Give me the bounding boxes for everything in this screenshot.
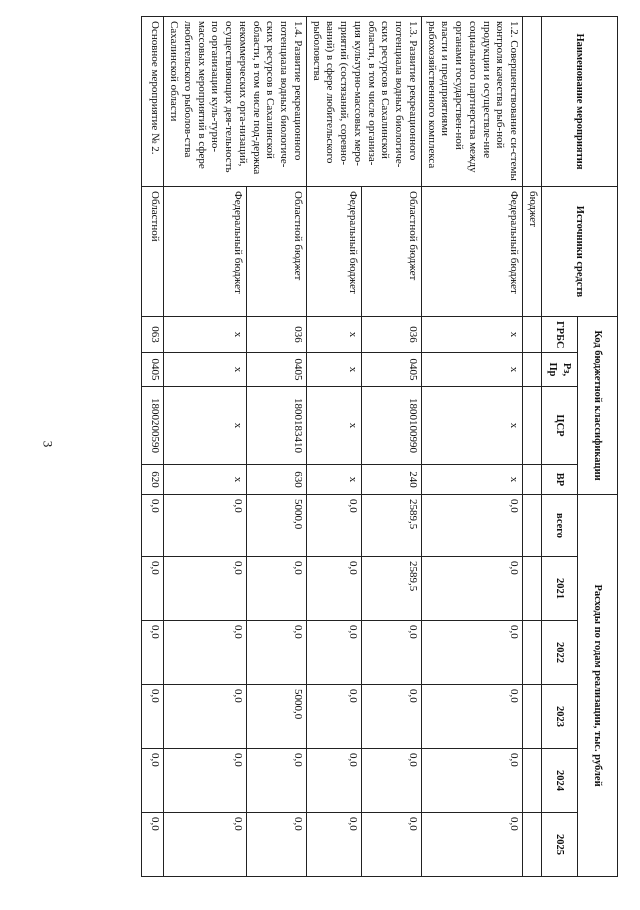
cell-2024: 0,0 (247, 749, 307, 813)
cell-rz: 0405 (362, 353, 422, 387)
cell-csr: 1800200590 (142, 387, 164, 465)
table-row (142, 17, 164, 877)
cell-2023: 0,0 (142, 685, 164, 749)
cell-vr: х (422, 465, 523, 495)
cell-2025: 0,0 (307, 813, 362, 877)
table-row (247, 17, 307, 877)
cell-vr: 240 (362, 465, 422, 495)
cell-rz: 0405 (247, 353, 307, 387)
cell-csr: х (307, 387, 362, 465)
header-2024: 2024 (542, 749, 578, 813)
cell-grbs (523, 317, 542, 353)
cell-total: 0,0 (307, 495, 362, 557)
cell-source: Федеральный бюджет (307, 187, 362, 317)
cell-2022: 0,0 (142, 621, 164, 685)
header-expenses: Расходы по годам реализации, тыс. рублей (578, 495, 618, 877)
cell-total (523, 495, 542, 557)
cell-2024: 0,0 (164, 749, 247, 813)
cell-csr: 1800183410 (247, 387, 307, 465)
cell-grbs: х (164, 317, 247, 353)
header-rz: Рз, Пр (542, 353, 578, 387)
cell-total: 0,0 (164, 495, 247, 557)
cell-2023 (523, 685, 542, 749)
header-2022: 2022 (542, 621, 578, 685)
cell-vr: 620 (142, 465, 164, 495)
cell-2023: 5000,0 (247, 685, 307, 749)
cell-2025: 0,0 (362, 813, 422, 877)
cell-2022: 0,0 (247, 621, 307, 685)
header-name: Наименование мероприятия (542, 17, 618, 187)
table-row (362, 17, 422, 877)
cell-source: Федеральный бюджет (422, 187, 523, 317)
budget-table (142, 16, 619, 877)
header-2025: 2025 (542, 813, 578, 877)
cell-2023: 0,0 (362, 685, 422, 749)
cell-2022: 0,0 (164, 621, 247, 685)
cell-vr: х (164, 465, 247, 495)
cell-name: Основное мероприятие № 2. (142, 17, 164, 187)
cell-name: 1.2. Совершенствование си-стемы контроля качества рыб-ной продукции и осуществле-ние социального партнерства между органами государствен-ной власти и предприятиями рыбохозяйственного комплекса (422, 17, 523, 187)
cell-source: Областной бюджет (362, 187, 422, 317)
cell-name: 1.4. Развитие рекреационного потенциала водных биологиче-ских ресурсов в Сахалинской области, в том числе под-держка некоммерческих орга-низаций, осуществляющих дея-тельность по организации куль-турно-массовых мероприятий в сфере любительского рыболов-ства Сахалинской области (164, 17, 307, 187)
cell-vr: 630 (247, 465, 307, 495)
cell-2022: 0,0 (422, 621, 523, 685)
header-total: всего (542, 495, 578, 557)
cell-2025: 0,0 (247, 813, 307, 877)
header-grbs: ГРБС (542, 317, 578, 353)
header-vr: ВР (542, 465, 578, 495)
cell-total: 5000,0 (247, 495, 307, 557)
cell-2022: 0,0 (362, 621, 422, 685)
cell-grbs: 036 (247, 317, 307, 353)
cell-rz: 0405 (142, 353, 164, 387)
cell-rz: х (164, 353, 247, 387)
cell-2024: 0,0 (362, 749, 422, 813)
cell-total: 0,0 (142, 495, 164, 557)
table-row (523, 17, 542, 877)
cell-csr: х (422, 387, 523, 465)
cell-2023: 0,0 (422, 685, 523, 749)
cell-csr: 1800100990 (362, 387, 422, 465)
cell-2024: 0,0 (422, 749, 523, 813)
cell-source: Областной (142, 187, 164, 317)
cell-2023: 0,0 (164, 685, 247, 749)
cell-source: Федеральный бюджет (164, 187, 247, 317)
header-2021: 2021 (542, 557, 578, 621)
header-2023: 2023 (542, 685, 578, 749)
table-row (422, 17, 523, 877)
page-number: 3 (40, 440, 56, 448)
header-csr: ЦСР (542, 387, 578, 465)
cell-2024 (523, 749, 542, 813)
header-sources: Источники средств (542, 187, 618, 317)
cell-2021 (523, 557, 542, 621)
cell-2021: 0,0 (164, 557, 247, 621)
cell-vr (523, 465, 542, 495)
cell-rz (523, 353, 542, 387)
cell-grbs: 063 (142, 317, 164, 353)
cell-rz: х (422, 353, 523, 387)
cell-2025: 0,0 (164, 813, 247, 877)
cell-2022 (523, 621, 542, 685)
cell-2025: 0,0 (422, 813, 523, 877)
cell-2023: 0,0 (307, 685, 362, 749)
cell-2021: 0,0 (422, 557, 523, 621)
rotated-table-wrapper (149, 16, 618, 876)
cell-source: бюджет (523, 187, 542, 317)
cell-total: 0,0 (422, 495, 523, 557)
cell-2024: 0,0 (307, 749, 362, 813)
cell-2025 (523, 813, 542, 877)
cell-source: Областной бюджет (247, 187, 307, 317)
cell-name: 1.3. Развитие рекреационного потенциала водных биологиче-ских ресурсов в Сахалинской области, в том числе организа-ция культурно-массовых меро-приятий (состязаний, соревно-ваний) в сфере любительского рыболовства (307, 17, 422, 187)
cell-2022: 0,0 (307, 621, 362, 685)
cell-csr (523, 387, 542, 465)
cell-rz: х (307, 353, 362, 387)
cell-2024: 0,0 (142, 749, 164, 813)
cell-2021: 0,0 (247, 557, 307, 621)
cell-vr: х (307, 465, 362, 495)
cell-2021: 0,0 (307, 557, 362, 621)
cell-total: 2589,5 (362, 495, 422, 557)
header-budget-code: Код бюджетной классификации (578, 317, 618, 495)
cell-grbs: х (422, 317, 523, 353)
cell-grbs: 036 (362, 317, 422, 353)
cell-2021: 2589,5 (362, 557, 422, 621)
cell-2021: 0,0 (142, 557, 164, 621)
cell-2025: 0,0 (142, 813, 164, 877)
cell-csr: х (164, 387, 247, 465)
cell-name (523, 17, 542, 187)
cell-grbs: х (307, 317, 362, 353)
